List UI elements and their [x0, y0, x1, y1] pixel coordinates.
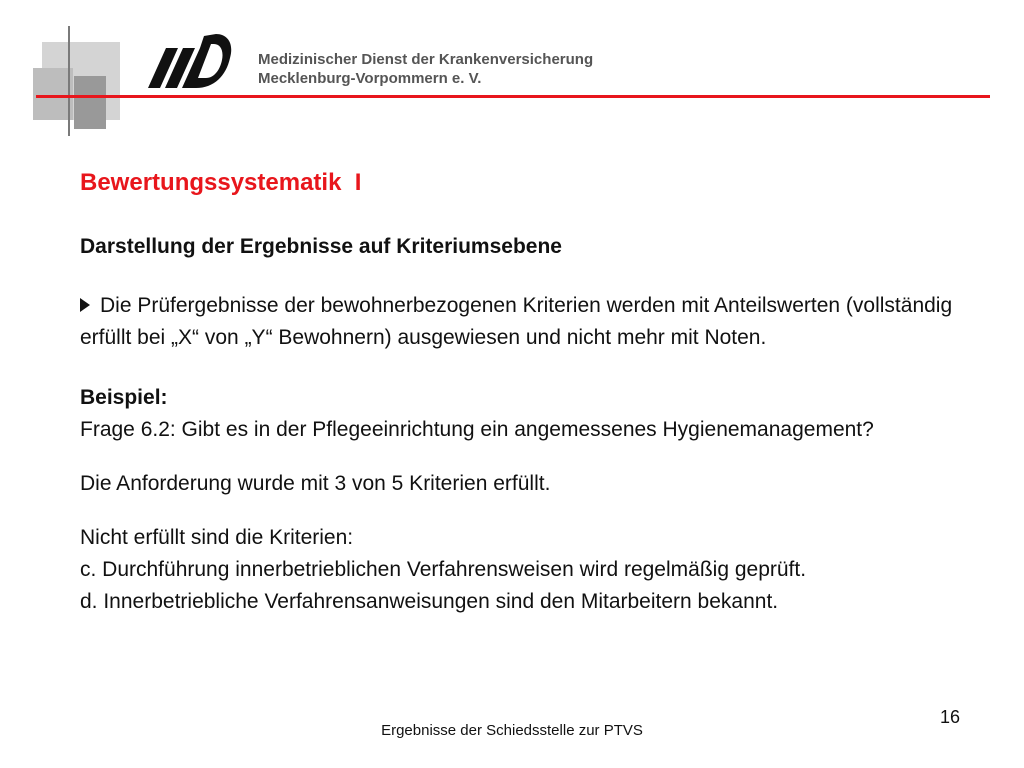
bullet-text: Die Prüfergebnisse der bewohnerbezogenen Kriterien werden mit Anteilswerten (vollständig erfüllt bei „X“ von „Y“ Bewohnern) ausgewiesen und nicht mehr mit Noten.	[80, 294, 953, 349]
slide-content	[80, 168, 990, 618]
bullet-item	[80, 290, 990, 354]
slide-subtitle: Darstellung der Ergebnisse auf Kriteriumsebene	[80, 235, 562, 258]
decorative-vertical-line	[68, 26, 70, 136]
page-number: 16	[940, 707, 961, 727]
decorative-square-left	[33, 68, 73, 120]
footer-text: Ergebnisse der Schiedsstelle zur PTVS	[381, 722, 643, 739]
mdk-logo-icon	[148, 30, 232, 88]
example-label: Beispiel:	[80, 386, 168, 409]
org-line-2: Mecklenburg-Vorpommern e. V.	[258, 70, 482, 87]
unfulfilled-label: Nicht erfüllt sind die Kriterien:	[80, 526, 354, 549]
decorative-square-dark	[74, 76, 106, 129]
result-text: Die Anforderung wurde mit 3 von 5 Kriterien erfüllt.	[80, 472, 551, 495]
example-question: Frage 6.2: Gibt es in der Pflegeeinrichtung ein angemessenes Hygienemanagement?	[80, 418, 874, 441]
criterion-d: d. Innerbetriebliche Verfahrensanweisungen sind den Mitarbeitern bekannt.	[80, 590, 779, 613]
header-divider	[36, 95, 990, 98]
criterion-c: c. Durchführung innerbetrieblichen Verfahrensweisen wird regelmäßig geprüft.	[80, 558, 807, 581]
slide-title: Bewertungssystematik I	[80, 169, 362, 196]
org-line-1: Medizinischer Dienst der Krankenversicherung	[258, 51, 594, 68]
arrow-bullet-icon	[80, 298, 90, 312]
organization-name	[258, 50, 593, 88]
